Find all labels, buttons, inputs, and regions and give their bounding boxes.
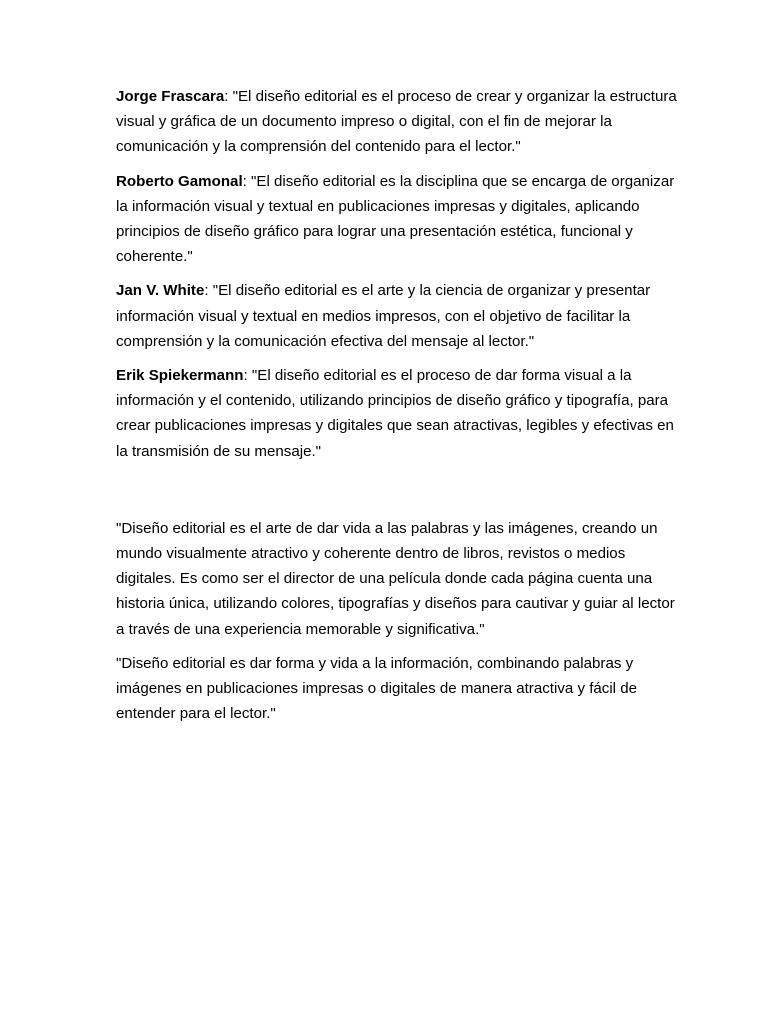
paragraph-spacer (116, 473, 678, 516)
definition-paragraph-white (116, 278, 678, 354)
author-name: Jan V. White (116, 282, 205, 300)
definition-text: : "El diseño editorial es el proceso de crear y organizar la estructura visual y gráfica de un documento impreso o digital, con el fin de mejorar la comunicación y la comprensión del contenido para el lector." (116, 88, 677, 156)
author-name: Erik Spiekermann (116, 367, 244, 385)
author-name: Roberto Gamonal (116, 172, 243, 190)
own-definition-paragraph-2: "Diseño editorial es dar forma y vida a la información, combinando palabras y imágenes en publicaciones impresas o digitales de manera atractiva y fácil de entender para el lector." (116, 654, 638, 723)
definition-text: : "El diseño editorial es la disciplina que se encarga de organizar la información visual y textual en publicaciones impresas y digitales, aplicando principios de diseño gráfico para lograr una presentación estética, funcional y coherente." (116, 172, 675, 266)
own-definition-paragraph-1: "Diseño editorial es el arte de dar vida a las palabras y las imágenes, creando un mundo visualmente atractivo y coherente dentro de libros, revistos o medios digitales. Es como ser el director de una película donde cada página cuenta una historia única, utilizando colores, tipografías y diseños para cautivar y guiar al lector a través de una experiencia memorable y significativa." (116, 519, 675, 638)
definition-text: : "El diseño editorial es el proceso de dar forma visual a la información y el contenido, utilizando principios de diseño gráfico y tipografía, para crear publicaciones impresas y digitales que sean atractivas, legibles y efectivas en la transmisión de su mensaje." (116, 367, 674, 460)
definition-paragraph-frascara (116, 84, 678, 160)
definition-text: : "El diseño editorial es el arte y la ciencia de organizar y presentar información visual y textual en medios impresos, con el objetivo de facilitar la comprensión y la comunicación efectiva del mensaje al lector." (116, 282, 651, 350)
definition-paragraph-gamonal (116, 169, 678, 270)
author-name: Jorge Frascara (116, 88, 225, 105)
definition-paragraph-spiekermann (116, 363, 678, 464)
document-page (116, 84, 678, 735)
